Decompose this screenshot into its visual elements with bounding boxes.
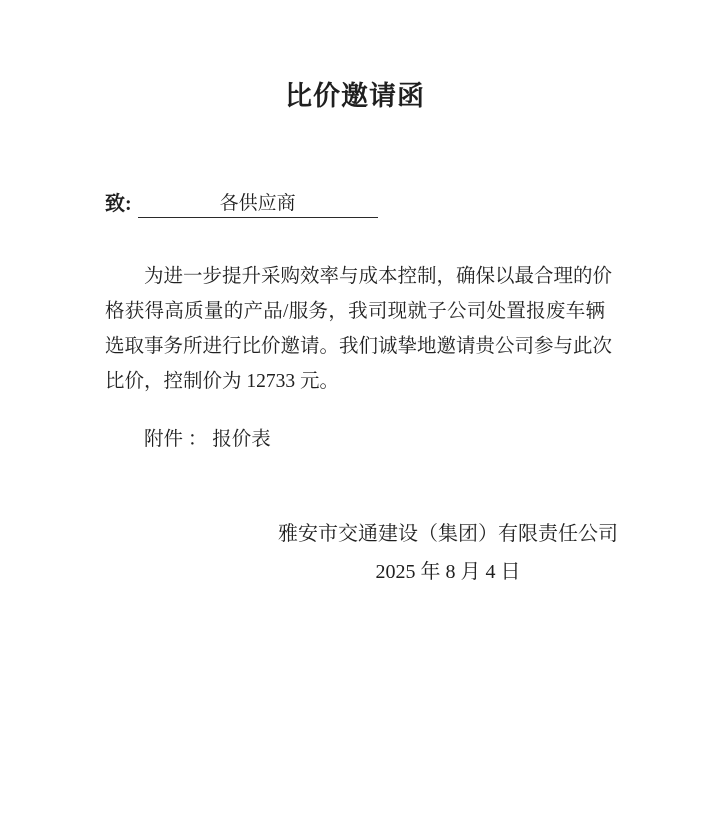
signature-date: 2025 年 8 月 4 日 [375,561,521,583]
body-line-2: 格获得高质量的产品/服务，我司现就子公司处置报废车辆 [105,301,605,322]
letter-title: 比价邀请函 [285,81,425,111]
recipient-underline-field: 各供应商 [138,190,378,218]
signature-company-name: 雅安市交通建设（集团）有限责任公司 [278,523,618,545]
recipient-label: 致: [105,193,132,215]
signature-block [268,515,628,591]
recipient-line [105,190,605,218]
body-line-1: 为进一步提升采购效率与成本控制，确保以最合理的价 [144,266,613,287]
attachment-line: 附件 ： 报价表 [144,429,271,450]
body-line-3: 选取事务所进行比价邀请。我们诚挚地邀请贵公司参与此次 [105,336,613,357]
body-paragraph [105,259,613,399]
body-line-4: 比价，控制价为 12733 元。 [105,371,340,392]
